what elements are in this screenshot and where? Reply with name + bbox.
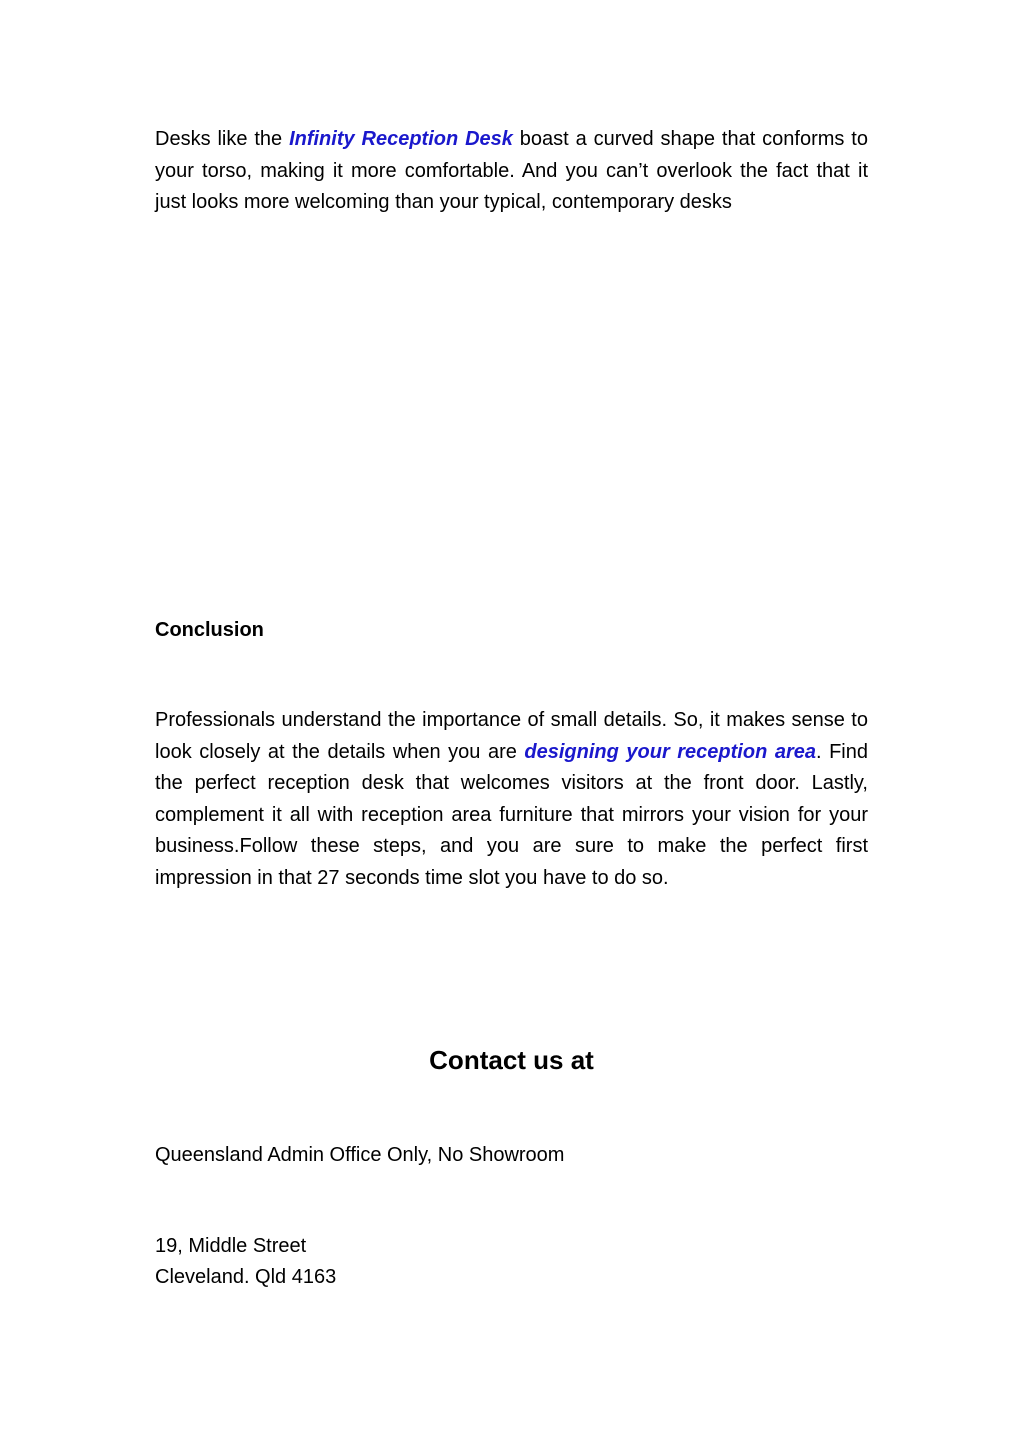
designing-reception-area-link[interactable]: designing your reception area xyxy=(524,740,816,763)
conclusion-text-after-link: . Find the perfect reception desk that welcomes visitors at the front door. Lastly, complement it all with reception area furniture that mirrors your vision for your business.Follow these steps, and you are sure to make the perfect first impression in that 27 seconds time slot you have to do so. xyxy=(155,740,868,889)
address-line-1: 19, Middle Street xyxy=(155,1235,307,1257)
conclusion-heading: Conclusion xyxy=(155,619,264,641)
intro-paragraph xyxy=(155,124,868,219)
infinity-reception-desk-link[interactable]: Infinity Reception Desk xyxy=(289,128,513,150)
intro-text-before-link: Desks like the xyxy=(155,128,290,150)
office-note: Queensland Admin Office Only, No Showroom xyxy=(155,1144,565,1166)
address-line-2: Cleveland. Qld 4163 xyxy=(155,1266,337,1288)
contact-heading: Contact us at xyxy=(429,1045,594,1075)
conclusion-text-before-link: Professionals understand the importance of small details. So, it makes sense to look closely at the details when you are xyxy=(155,709,868,763)
conclusion-paragraph xyxy=(155,705,868,895)
intro-text-after-link: boast a curved shape that conforms to your torso, making it more comfortable. And you can’t overlook the fact that it just looks more welcoming than your typical, contemporary desks xyxy=(155,128,868,214)
